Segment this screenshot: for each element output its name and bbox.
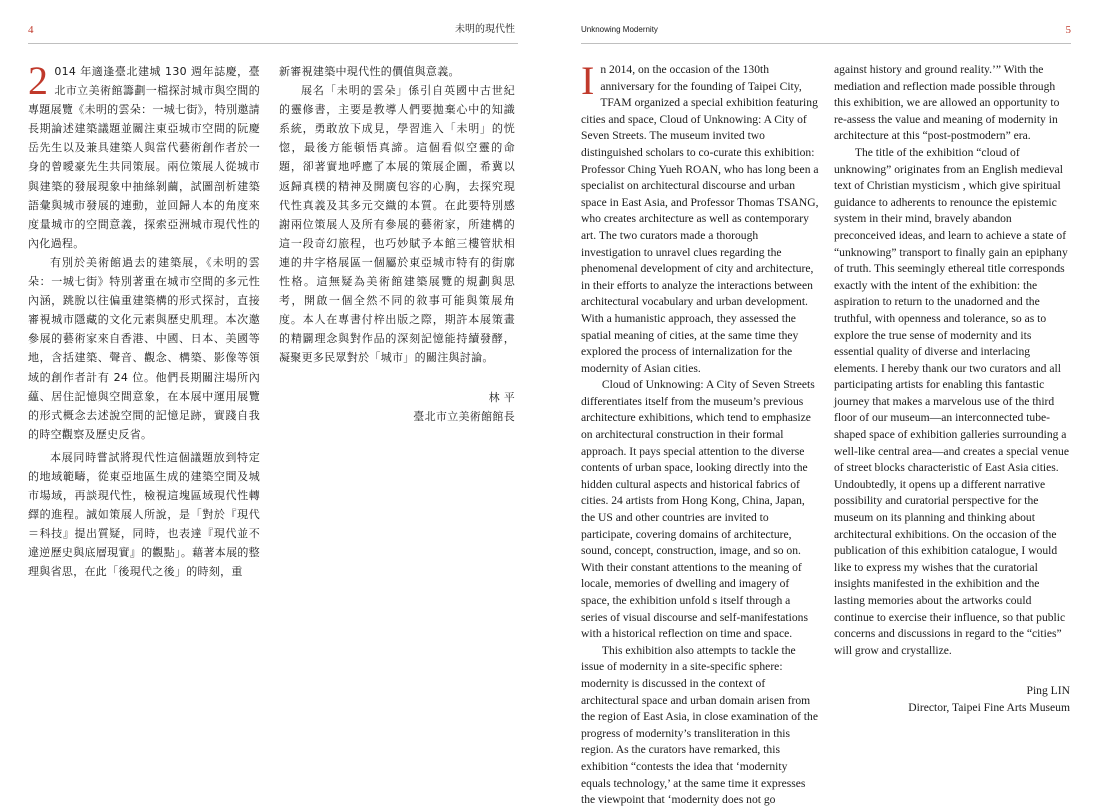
- page-number-left: 4: [28, 24, 34, 36]
- signature-title: Director, Taipei Fine Arts Museum: [908, 700, 1070, 714]
- running-head-left: 未明的現代性: [455, 24, 515, 35]
- signature-name: Ping LIN: [1026, 684, 1070, 698]
- paragraph: against history and ground reality.’” With the mediation and reflection made possible through this exhibition, we are allowed an opportunity to re-assess the value and meaning of modernity in architecture at this “post-postmodern” era.: [834, 63, 1060, 143]
- paragraph: [28, 58, 260, 253]
- signature-title: 臺北市立美術館館長: [413, 409, 515, 423]
- paragraph: [581, 58, 819, 377]
- header-rule-left: [28, 43, 518, 44]
- right-page: [548, 0, 1095, 807]
- page-number-right: 5: [1065, 24, 1071, 36]
- signature-name: 林 平: [488, 390, 515, 404]
- right-column-1: [581, 58, 819, 809]
- paragraph: Cloud of Unknowing: A City of Seven Streets differentiates itself from the museum’s previous architecture exhibitions, which tend to emphasize on architectural construction in their formal approach. It pays special attention to the diverse contents of urban space, looking directly into the hidden cultural aspects and historical fabrics of cities. 24 artists from Hong Kong, China, Japan, the US and other countries are invited to participate, covering domains of architecture, sound, concept, construction, image, and so on. With their constant attentions to the meaning of locale, memories of dwelling and imagery of space, the exhibition unfold s itself through a series of visual discourse and self-manifestations with a historical reflection on time and space.: [581, 378, 815, 641]
- left-column-2: [279, 62, 515, 426]
- paragraph: This exhibition also attempts to tackle the issue of modernity in a site-specific sphere: modernity is discussed in the context of architectural space and urban domain arisen from the region of East Asia, in close examination of the progress of modernity’s transliteration in this region. As the curators have remarked, this exhibition “contests the idea that ‘modernity equals technology,’ at the same time it expresses the viewpoint that ‘modernity does not go: [581, 643, 818, 807]
- paragraph: 有別於美術館過去的建築展，《未明的雲朵：一城七街》特別著重在城市空間的多元性內涵，跳脫以往偏重建築構的形式探討，直接審視城市隱藏的文化元素與歷史肌理。本次邀參展的藝術家來自香港、中國、日本、美國等地，含括建築、聲音、觀念、構築、影像等領域的創作者計有 24 位。他們長期關注場所內蘊、居住記憶與空間意象，在本展中運用展覽的形式概念去述說空間的記憶足跡，實踐自我的時空觀察及歷史反省。: [28, 255, 260, 441]
- dropcap: 2: [28, 58, 49, 103]
- running-head-right: Unknowing Modernity: [581, 25, 658, 34]
- header-rule-right: [581, 43, 1071, 44]
- left-column-1: [28, 58, 260, 582]
- paragraph: 新審視建築中現代性的價值與意義。: [279, 65, 460, 78]
- paragraph-text: n 2014, on the occasion of the 130th anniversary for the founding of Taipei City, TFAM organized a special exhibition featuring cities and space, Cloud of Unknowing: A City of Seven Streets. The museum invited two distinguished scholars to co-curate this exhibition: Professor Ching Yueh ROAN, who has long been a specialist on architectural discourse and urban space in East Asia, and Professor Thomas TSANG, who creates architecture as well as contemporary art. The two curators made a thorough investigation to unravel clues regarding the phenomenal development of city and architecture, in their efforts to analyze the interactions between architectural vocabulary and urban development. With a humanistic approach, they assessed the spatial meaning of cities, at the same time they explored the process of internalization for the modernity of Asian cities.: [581, 63, 819, 375]
- paragraph: The title of the exhibition “cloud of unknowing” originates from an English medieval text of Christian mysticism , which give spiritual guidance to adherents to renounce the epistemic system in their mind, bravely abandon preconceived ideas, and learn to achieve a state of “unknowing” transport to finally gain an epiphany of truth. This seemingly ethereal title corresponds exactly with the intent of the exhibition: the aspiration to return to the unadorned and the truthful, with openness and tolerance, so as to explore the true sense of modernity and its essential quality of diverse and interlacing elements. I hereby thank our two curators and all participating artists for enabling this fantastic journey that makes a marvelous use of the third floor of our museum—an interconnected tube-shaped space of exhibition galleries surrounding a well-like central area—and creates a special venue of street blocks characteristic of East Asia cities. Undoubtedly, it opens up a different narrative possibility and curatorial perspective for the museum on its planning and thinking about architectural exhibitions. On the occasion of the publication of this exhibition catalogue, I would like to express my wishes that the curatorial insights manifested in the exhibition and the lasting memories about the artworks could continue to exercise their influence, so that public concerns and discussions in regard to the “cities” will grow and crystallize.: [834, 145, 1069, 657]
- right-column-2: [834, 62, 1070, 717]
- dropcap: I: [581, 58, 595, 103]
- paragraph: 本展同時嘗試將現代性這個議題放到特定的地域範疇，從東亞地區生成的建築空間及城市場域，再談現代性，檢視這塊區域現代性轉繹的進程。誠如策展人所說，是「對於『現代＝科技』提出質疑，同時，也表達『現代並不違逆歷史與底層現實』的觀點」。藉著本展的整理與省思，在此「後現代之後」的時刻，重: [28, 450, 260, 579]
- paragraph: 展名「未明的雲朵」係引自英國中古世紀的靈修書，主要是教導人們要拋棄心中的知識系統，勇敢放下成見，學習進入「未明」的恍惚，最後方能頓悟真諦。這個看似空靈的命題，卻著實地呼應了本展的策展企圖，希冀以返歸真樸的精神及開廣包容的心胸，去探究現代性真義及其多元交織的本質。在此要特別感謝兩位策展人及所有參展的藝術家，所建構的這一段奇幻旅程，也巧妙賦予本館三樓管狀相連的井字格展區一個屬於東亞城市特有的街廓性格。這無疑為美術館建築展覽的規劃與思考，開啟一個全然不同的敘事可能與策展角度。本人在專書付梓出版之際，期許本展策畫的精闢理念與對作品的深刻記憶能持續發酵，凝聚更多民眾對於「城市」的關注與討論。: [279, 84, 515, 365]
- paragraph-text: 014 年適逢臺北建城 130 週年誌慶，臺北市立美術館籌劃一檔探討城市與空間的專題展覽《未明的雲朵：一城七街》，特別邀請長期論述建築議題並關注東亞城市空間的阮慶岳先生以及兼具建築人與當代藝術創作者於一身的曾曖豪先生共同策展。兩位策展人從城市與建築的發展現象中抽絲剝繭，試圖剖析建築語彙與城市發展的連動，並回歸人本的角度來度量城市的空間意義，探索亞洲城市現代性的內化過程。: [28, 65, 260, 250]
- left-page: [0, 0, 547, 800]
